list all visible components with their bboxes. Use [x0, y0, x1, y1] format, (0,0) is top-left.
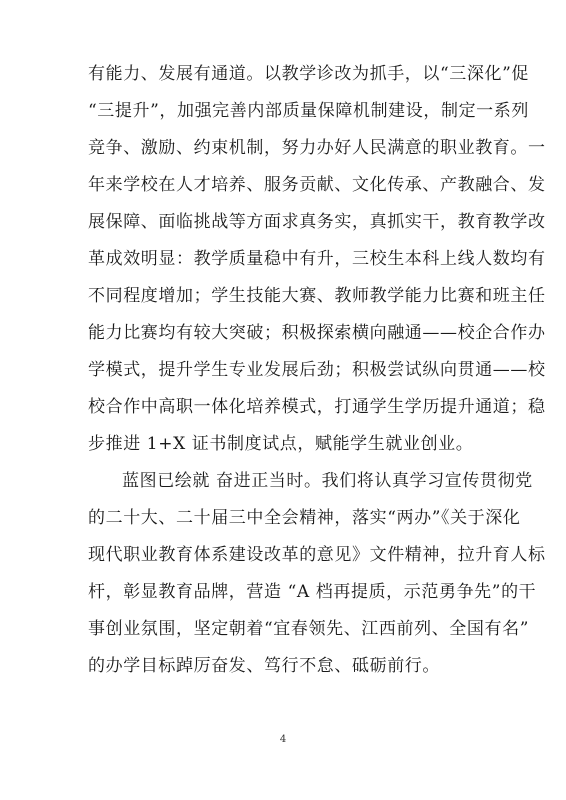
paragraph-2-line: 的二十大、二十届三中全会精神，落实“两办”《关于深化	[88, 508, 521, 528]
paragraph-1-line: 竞争、激励、约束机制，努力办好人民满意的职业教育。一	[88, 138, 546, 158]
paragraph-1-line: 校合作中高职一体化培养模式，打通学生学历提升通道；稳	[88, 397, 546, 417]
paragraph-1-line: 能力比赛均有较大突破；积极探索横向融通——校企合作办	[88, 323, 546, 343]
paragraph-2-line: 现代职业教育体系建设改革的意见》文件精神，拉升育人标	[88, 545, 546, 565]
paragraph-1-line: 革成效明显：教学质量稳中有升，三校生本科上线人数均有	[88, 249, 546, 269]
paragraph-1-line: 学模式，提升学生专业发展后劲；积极尝试纵向贯通——校	[88, 360, 546, 380]
paragraph-2-line: 的办学目标踔厉奋发、笃行不怠、砥砺前行。	[88, 656, 440, 676]
paragraph-1-line: 不同程度增加；学生技能大赛、教师教学能力比赛和班主任	[88, 286, 546, 306]
paragraph-1-line: 年来学校在人才培养、服务贡献、文化传承、产教融合、发	[88, 175, 546, 195]
paragraph-1-line: “三提升”，加强完善内部质量保障机制建设，制定一系列	[88, 101, 529, 121]
paragraph-2-line: 杆，彰显教育品牌，营造 “A 档再提质，示范勇争先”的干	[88, 582, 537, 602]
page-number: 4	[279, 734, 287, 745]
paragraph-1-line: 步推进 1+X 证书制度试点，赋能学生就业创业。	[88, 434, 474, 454]
paragraph-1-line: 展保障、面临挑战等方面求真务实，真抓实干，教育教学改	[88, 212, 546, 232]
paragraph-2-line: 事创业氛围，坚定朝着“宜春领先、江西前列、全国有名”	[88, 619, 529, 639]
paragraph-1-line: 有能力、发展有通道。以教学诊改为抓手，以“三深化”促	[88, 64, 529, 84]
paragraph-2-line: 蓝图已绘就 奋进正当时。我们将认真学习宣传贯彻党	[122, 471, 533, 491]
